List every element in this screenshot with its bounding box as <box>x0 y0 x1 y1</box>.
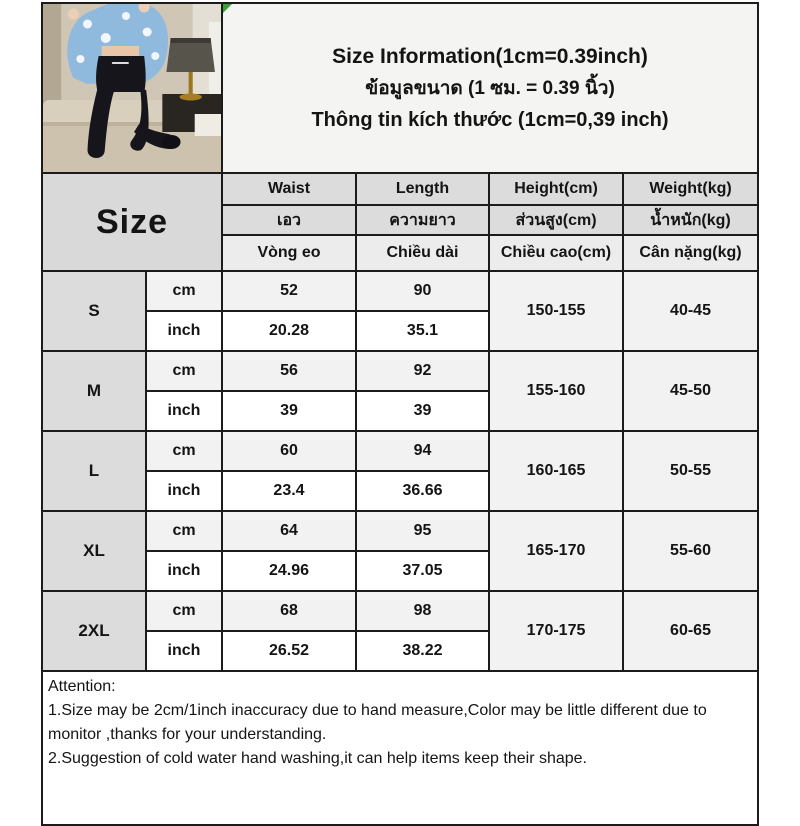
row-2xl-label: 2XL <box>42 591 146 671</box>
cell-xl-weight: 55-60 <box>623 511 758 591</box>
header-weight-th: น้ำหนัก(kg) <box>623 205 758 235</box>
cell-l-waist-inch: 23.4 <box>222 471 356 511</box>
product-photo-illustration <box>43 4 221 172</box>
header-weight-vi: Cân nặng(kg) <box>623 235 758 271</box>
product-photo <box>42 3 222 173</box>
attention-note-2: 2.Suggestion of cold water hand washing,it can help items keep their shape. <box>48 750 587 767</box>
size-information-table <box>41 2 759 826</box>
header-weight-en: Weight(kg) <box>623 173 758 205</box>
cell-l-waist-cm: 60 <box>222 431 356 471</box>
lamp-shade-top <box>170 38 210 43</box>
title-block <box>222 3 758 173</box>
row-2xl-unit-cm: cm <box>146 591 222 631</box>
lamp-stem <box>189 72 193 96</box>
cell-2xl-weight: 60-65 <box>623 591 758 671</box>
header-length-th: ความยาว <box>356 205 489 235</box>
cell-l-height: 160-165 <box>489 431 623 511</box>
title-th: ข้อมูลขนาด (1 ซม. = 0.39 นิ้ว) <box>365 77 615 99</box>
cell-2xl-waist-cm: 68 <box>222 591 356 631</box>
row-m-unit-cm: cm <box>146 351 222 391</box>
row-xl-label: XL <box>42 511 146 591</box>
row-m-label: M <box>42 351 146 431</box>
cell-xl-height: 165-170 <box>489 511 623 591</box>
header-height-en: Height(cm) <box>489 173 623 205</box>
cell-s-waist-inch: 20.28 <box>222 311 356 351</box>
header-length-en: Length <box>356 173 489 205</box>
row-xl-unit-inch: inch <box>146 551 222 591</box>
cell-l-weight: 50-55 <box>623 431 758 511</box>
header-waist-th: เอว <box>222 205 356 235</box>
header-length-vi: Chiều dài <box>356 235 489 271</box>
cell-s-height: 150-155 <box>489 271 623 351</box>
polka-dot <box>76 55 84 63</box>
cell-xl-length-inch: 37.05 <box>356 551 489 591</box>
cell-m-length-cm: 92 <box>356 351 489 391</box>
cell-xl-length-cm: 95 <box>356 511 489 551</box>
green-corner-marker <box>223 4 232 13</box>
attention-heading: Attention: <box>48 678 116 695</box>
polka-dot <box>83 20 92 29</box>
polka-dot <box>122 12 130 20</box>
row-l-unit-inch: inch <box>146 471 222 511</box>
title-vi: Thông tin kích thước (1cm=0,39 inch) <box>311 108 669 131</box>
cell-s-waist-cm: 52 <box>222 271 356 311</box>
polka-dot <box>143 28 152 37</box>
cell-xl-waist-cm: 64 <box>222 511 356 551</box>
cell-l-length-cm: 94 <box>356 431 489 471</box>
cell-2xl-waist-inch: 26.52 <box>222 631 356 671</box>
row-l-label: L <box>42 431 146 511</box>
cell-2xl-height: 170-175 <box>489 591 623 671</box>
cell-m-height: 155-160 <box>489 351 623 431</box>
attention-note-1: 1.Size may be 2cm/1inch inaccuracy due to hand measure,Color may be little different due to monitor ,thanks for your understanding. <box>48 702 707 743</box>
cell-s-length-inch: 35.1 <box>356 311 489 351</box>
cell-l-length-inch: 36.66 <box>356 471 489 511</box>
cell-xl-waist-inch: 24.96 <box>222 551 356 591</box>
polka-dot <box>101 33 111 43</box>
row-s-label: S <box>42 271 146 351</box>
size-corner-cell: Size <box>42 173 222 271</box>
header-height-th: ส่วนสูง(cm) <box>489 205 623 235</box>
lamp-shade <box>166 40 215 72</box>
row-xl-unit-cm: cm <box>146 511 222 551</box>
cell-m-length-inch: 39 <box>356 391 489 431</box>
cell-m-waist-cm: 56 <box>222 351 356 391</box>
foot <box>162 135 180 149</box>
cell-2xl-length-cm: 98 <box>356 591 489 631</box>
cell-m-waist-inch: 39 <box>222 391 356 431</box>
row-s-unit-inch: inch <box>146 311 222 351</box>
left-hand <box>68 9 79 20</box>
cell-s-weight: 40-45 <box>623 271 758 351</box>
row-l-unit-cm: cm <box>146 431 222 471</box>
drawer <box>195 114 221 136</box>
row-s-unit-cm: cm <box>146 271 222 311</box>
header-waist-en: Waist <box>222 173 356 205</box>
lamp-base <box>180 94 202 101</box>
polka-dot <box>151 52 159 60</box>
header-height-vi: Chiều cao(cm) <box>489 235 623 271</box>
cell-s-length-cm: 90 <box>356 271 489 311</box>
leggings-waist <box>96 56 146 92</box>
row-m-unit-inch: inch <box>146 391 222 431</box>
cell-m-weight: 45-50 <box>623 351 758 431</box>
cell-2xl-length-inch: 38.22 <box>356 631 489 671</box>
header-waist-vi: Vòng eo <box>222 235 356 271</box>
attention-box <box>42 671 758 825</box>
title-en: Size Information(1cm=0.39inch) <box>332 44 648 68</box>
waistband-logo <box>112 62 129 64</box>
row-2xl-unit-inch: inch <box>146 631 222 671</box>
